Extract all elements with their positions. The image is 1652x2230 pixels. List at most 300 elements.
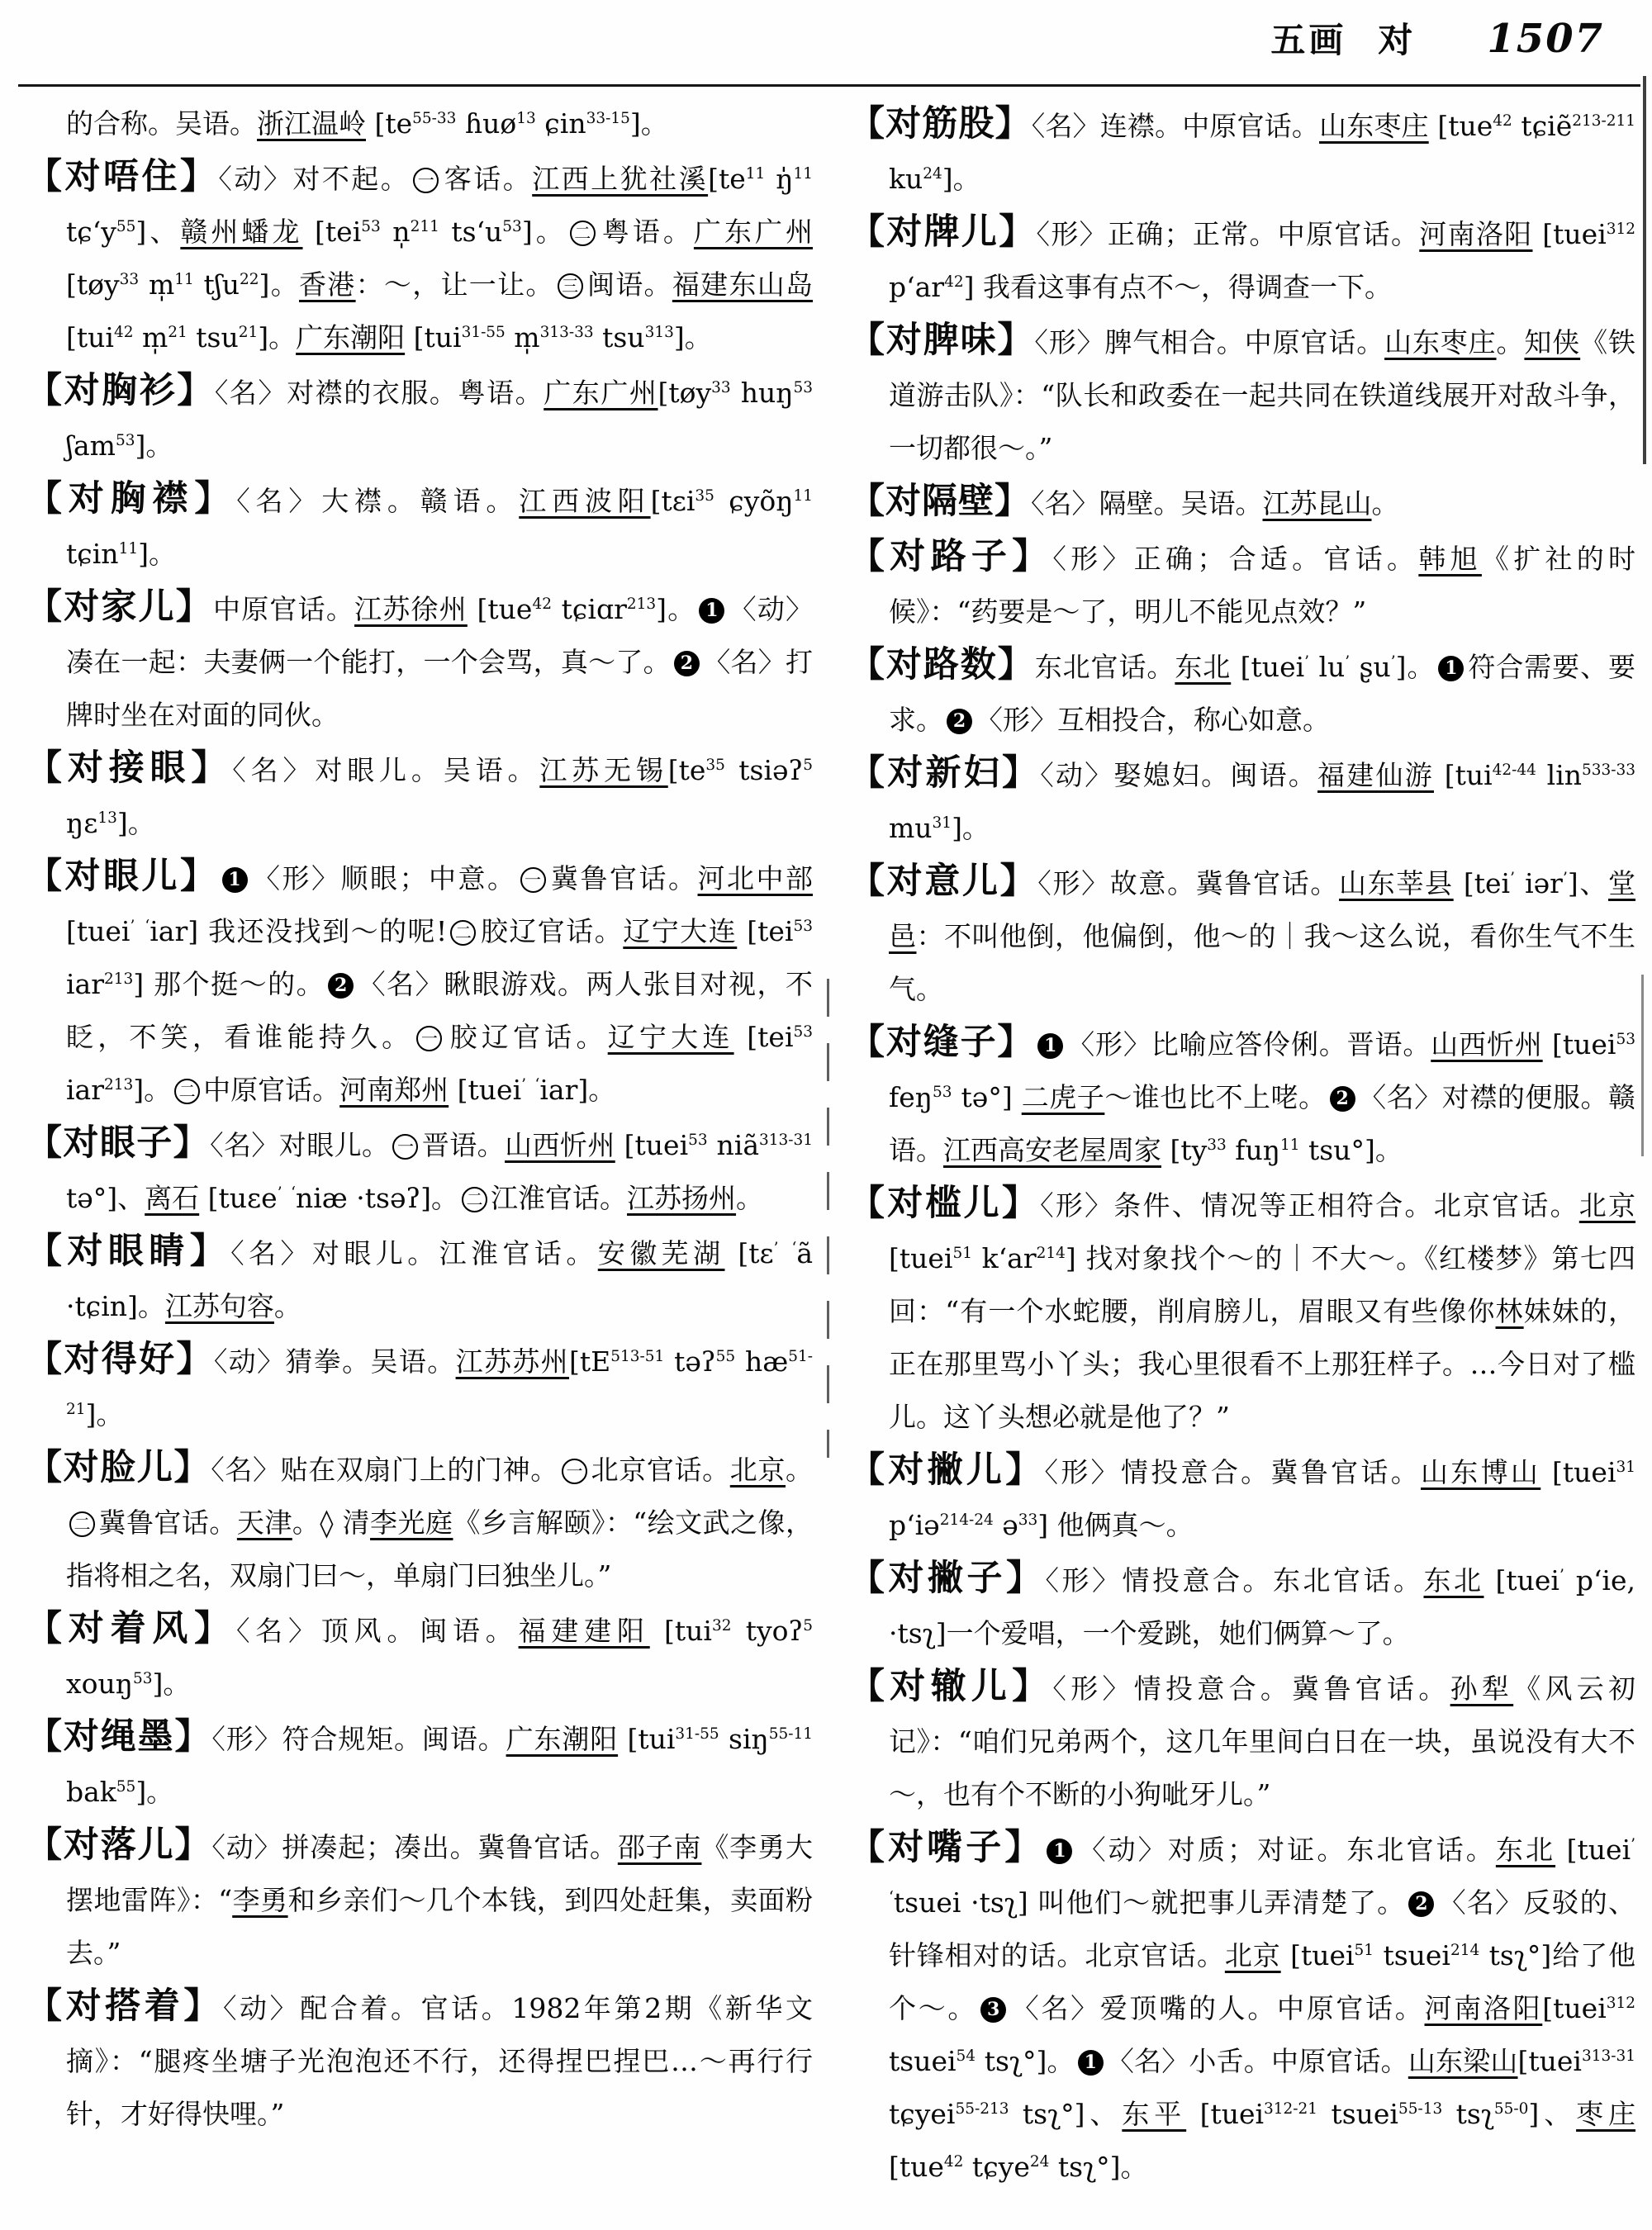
dictionary-entry [26,1225,813,1333]
text: 〈名〉顶风。闽语。 [235,1615,519,1647]
proper-noun-underlined: 离石 [145,1182,200,1214]
sense-number-circled: 2 [1408,1891,1434,1917]
proper-noun-underlined: 李光庭 [370,1506,453,1539]
text: tʃu [193,268,240,301]
proper-noun-underlined: 邵子南 [617,1831,702,1863]
text: ə [993,1509,1018,1541]
tone-superscript: ’ [1510,870,1515,887]
tone-superscript: ’ [1345,653,1351,671]
tone-superscript: 53 [115,432,135,449]
tone-superscript: 11 [793,487,814,505]
subsense-number-circled: 三 [558,273,583,299]
text: iar [66,1074,105,1106]
text: 〈动〉猜拳。吴语。 [213,1345,456,1378]
proper-noun-underlined: 广东潮阳 [506,1723,619,1755]
entry-headword: 【对着风】 [26,1608,236,1649]
tone-superscript: 211 [410,218,439,235]
subsense-number-circled: 二 [69,1511,95,1537]
text: 〈形〉情投意合。东北官话。 [1045,1564,1424,1597]
text: ] 那个挺～的。 [133,968,325,1000]
text: 〈形〉正确；合适。官话。 [1052,543,1419,575]
proper-noun-underlined: 林 [1495,1295,1524,1327]
text: tɕ‘y [66,216,116,248]
text: 《乡言解颐》：“绘文武之像，指将相之名，双扇门曰～，单扇门曰独坐儿。” [66,1506,814,1592]
tone-superscript: 5 [803,757,814,774]
text: ɕin [535,107,586,140]
text: tyoʔ [731,1615,804,1647]
entry-headword: 【对眼睛】 [26,1231,231,1272]
text: 〈名〉隔壁。吴语。 [1031,487,1263,520]
text: ts‘u [439,216,503,248]
text: 〈名〉瞅眼游戏。两人张目对视，不眨，不笑，看谁能持久。 [66,968,814,1053]
entry-headword: 【对新妇】 [849,752,1041,794]
text: 〈名〉对襟的衣服。粤语。 [214,377,544,409]
dictionary-entry [26,1333,813,1441]
text: tɕiẽ [1512,110,1573,142]
text: tə°] [952,1081,1022,1113]
proper-noun-underlined: 山东梁山 [1408,2045,1518,2077]
proper-noun-underlined: 枣庄 [1576,2098,1636,2130]
text: ]。 [152,1668,191,1700]
dictionary-entry [26,472,813,581]
text: 胶辽官话。 [479,915,624,947]
text: [tɛi [650,485,695,517]
tone-superscript: 33 [119,271,140,288]
proper-noun-underlined: 江苏句容 [164,1290,274,1322]
tone-superscript: 55 [715,1348,736,1365]
text: [tei [737,915,794,947]
proper-noun-underlined: 韩旭 [1418,543,1482,575]
proper-noun-underlined: 浙江温岭 [257,107,366,140]
text: [tuei [1186,2098,1265,2130]
proper-noun-underlined: 安徽芜湖 [597,1237,725,1269]
tone-superscript: 21 [238,324,259,341]
text: 〈形〉故意。冀鲁官话。 [1037,867,1340,899]
text: [tuei [1517,2045,1582,2077]
tone-superscript: 42 [943,2153,964,2171]
tone-superscript: 53 [361,218,381,235]
sense-number-circled: 2 [947,709,972,734]
proper-noun-underlined: 广东广州 [544,377,658,409]
tone-superscript: 5 [803,1617,814,1635]
text: ]、 [1567,867,1609,899]
text: ]。 [656,593,696,625]
entry-headword: 【对筋股】 [849,103,1032,145]
sense-number-circled: 1 [222,867,248,893]
text: 〈动〉配合着。官话。1982年第2期《新华文摘》：“腿疼坐塘子光泡泡还不行，还得捏巴捏巴…～再行行针，才好得快哩。” [66,1992,814,2130]
text: ŋɛ [66,807,98,839]
proper-noun-underlined: 福建东山岛 [672,268,814,301]
text: [tuei [1231,651,1305,683]
entry-headword: 【对落儿】 [26,1824,212,1866]
text: tsu [187,321,239,353]
entry-headword: 【对辙儿】 [849,1666,1053,1707]
sense-number-circled: 1 [699,598,724,624]
text: 。◊ 清 [292,1506,371,1539]
tone-superscript: 213 [104,1076,134,1094]
tone-superscript: 33 [1018,1511,1038,1529]
text: 〈名〉打牌时坐在对面的同伙。 [66,646,814,731]
tone-superscript: 31 [1616,1459,1636,1476]
text: p‘ar [889,271,945,303]
text: ：～，让一让。 [355,268,554,301]
text: tɕiɑr [551,593,627,625]
tone-superscript: 21 [168,324,188,341]
text: [tui [66,321,114,353]
tone-superscript: ’ [130,918,135,935]
proper-noun-underlined: 山东莘县 [1339,867,1454,899]
tone-superscript: 51 [1354,1942,1374,1959]
subsense-number-circled: 一 [413,168,439,193]
tone-superscript: 213 [626,595,657,613]
text: ]。 [521,216,567,248]
tone-superscript: 53 [793,379,814,396]
tone-superscript: 55 [116,1778,136,1796]
proper-noun-underlined: 河南洛阳 [1424,1992,1543,2024]
proper-noun-underlined: 山东博山 [1421,1456,1541,1488]
text: [tE [569,1345,611,1378]
proper-noun-underlined: 北京 [729,1454,786,1486]
text: ]。 [629,107,668,140]
tone-superscript: 31-55 [675,1725,719,1743]
tone-superscript: ’ [277,1184,282,1202]
text: 江淮官话。 [491,1182,628,1214]
text: [tuei [1280,1939,1355,1971]
text: ]。 [942,163,980,195]
proper-noun-underlined: 东北 [1423,1564,1484,1597]
text: 东北官话。 [1034,651,1175,683]
proper-noun-underlined: 广东广州 [693,216,814,248]
tone-superscript: 214-24 [939,1511,994,1529]
tone-superscript: 11 [118,540,139,558]
tone-superscript: 42 [944,273,964,291]
text: [tuei [1542,1028,1616,1060]
sense-number-circled: 2 [328,973,354,999]
text: siŋ [719,1723,769,1755]
entry-headword: 【对脸儿】 [26,1447,211,1488]
tone-superscript: 55-11 [768,1725,814,1743]
text: tsuei [889,2045,957,2077]
column-divider-line [827,979,829,1458]
dictionary-entry [26,1980,813,2141]
entry-headword: 【对意儿】 [849,861,1038,902]
right-column [849,97,1635,2194]
text: ]。 [258,321,297,353]
text: [tøy [657,377,712,409]
dictionary-entry [26,1117,813,1225]
text: [te [667,754,706,786]
header-character: 对 [1378,20,1417,60]
tone-superscript: 53 [133,1670,153,1687]
text: 〈动〉对不起。 [218,163,411,195]
text: ɦuø [456,107,517,140]
entry-headword: 【对家儿】 [26,586,214,628]
text: [te [366,107,413,140]
text: ã ·tɕin]。 [66,1237,814,1322]
text: tsʅ°]。 [1049,2151,1148,2183]
entry-headword: 【对接眼】 [26,747,233,789]
text: ]。 [138,538,176,570]
text: tsʅ [1442,2098,1494,2130]
text: [tɛ [724,1237,774,1269]
text: [tuei [1483,1564,1559,1597]
tone-superscript: 51 [952,1245,972,1262]
entry-headword: 【对隔壁】 [849,481,1031,522]
entry-headword: 【对唔住】 [26,156,219,197]
text: ʂu [1350,651,1391,683]
tone-superscript: 55-33 [412,110,457,127]
text: [tei [1453,867,1511,899]
text: [te [708,163,746,195]
dictionary-entry [849,1177,1635,1444]
tone-superscript: ’ [773,1240,779,1257]
tone-superscript: 11 [793,165,814,183]
dictionary-entry [849,638,1635,747]
tone-superscript: 24 [923,165,942,183]
proper-noun-underlined: 李勇 [232,1884,288,1916]
text: 〈形〉顺眼；中意。 [250,862,517,894]
dictionary-entry [26,150,813,364]
dictionary-entry [26,850,813,1117]
proper-noun-underlined: 辽宁大连 [607,1021,734,1053]
text: 《扩社的时候》：“药要是～了，明儿不能见点效？” [889,543,1636,628]
text: [tuei [889,1242,953,1274]
subsense-number-circled: 二 [450,920,476,946]
entry-headword: 【对搭着】 [26,1986,223,2027]
tone-superscript: 53 [793,918,814,935]
text: 〈动〉娶媳妇。闽语。 [1040,759,1318,791]
proper-noun-underlined: 江西上犹社溪 [532,163,709,195]
tone-superscript: 22 [240,271,259,288]
text: 〈名〉爱顶嘴的人。中原官话。 [1009,1992,1425,2024]
entry-headword: 【对缝子】 [849,1022,1035,1063]
text: niæ ·tsəʔ]。 [295,1182,459,1214]
text: fuŋ [1226,1134,1281,1166]
text: 。 [1371,487,1399,520]
tone-superscript: 42 [113,324,134,341]
text: tɕye [963,2151,1030,2183]
text: 符合需要、要求。 [889,651,1636,736]
subsense-number-circled: 二 [174,1079,200,1104]
text: ～谁也比不上咾。 [1104,1081,1327,1113]
tone-superscript: 35 [695,487,714,505]
entry-headword: 【对眼子】 [26,1122,211,1164]
text: ] 他俩真～。 [1037,1509,1194,1541]
tone-superscript: 33-15 [586,110,630,127]
text: tɕyei [889,2098,956,2130]
proper-noun-underlined: 山东枣庄 [1384,326,1497,358]
text: [tei [733,1021,794,1053]
sense-number-circled: 1 [1438,656,1464,681]
proper-noun-underlined: 江苏苏州 [455,1345,570,1378]
tone-superscript: 55-0 [1493,2100,1529,2118]
subsense-number-circled: 一 [416,1026,442,1051]
dictionary-entry [849,1444,1635,1552]
proper-noun-underlined: 赣州蟠龙 [180,216,303,248]
text: [tuei [1532,218,1607,250]
tone-superscript: 53 [1616,1031,1636,1048]
text: 中原官话。 [203,1074,340,1106]
text: 。 [273,1290,301,1322]
tone-superscript: 312-21 [1264,2100,1318,2118]
tone-superscript: 11 [174,271,194,288]
text: ]。 [259,268,300,301]
text [779,1237,792,1269]
tone-superscript: 55-213 [955,2100,1009,2118]
text: 〈名〉大襟。赣语。 [236,485,520,517]
entry-headword: 【对胸襟】 [26,478,237,520]
text: n̩ [380,216,411,248]
tone-superscript: 53 [502,218,522,235]
header-stroke-section: 五画 [1270,20,1347,60]
text: 〈名〉对眼儿。江淮官话。 [230,1237,598,1269]
entry-headword: 【对嘴子】 [849,1827,1044,1868]
text: ] 我看这事有点不～，得调查一下。 [963,271,1392,303]
text: ]。 [673,321,712,353]
text: 中原官话。 [213,593,355,625]
text: 粤语。 [598,216,694,248]
text: 〈形〉脾气相合。中原官话。 [1034,326,1385,358]
text: [tuei [66,915,131,947]
text: 《铁道游击队》：“队长和政委在一起共同在铁道线展开对敌斗争，一切都很～。” [889,326,1636,464]
tone-superscript: 214 [1450,1942,1480,1959]
proper-noun-underlined: 知侠 [1524,326,1581,358]
tone-superscript: 313-31 [759,1132,814,1149]
dictionary-entry [849,314,1635,475]
text: xouŋ [66,1668,133,1700]
text: [tuei [615,1129,689,1161]
proper-noun-underlined: 山东枣庄 [1319,110,1429,142]
page-number: 1507 [1487,16,1604,62]
text: ]。 [135,429,173,462]
proper-noun-underlined: 北京 [1578,1189,1636,1222]
text: ]。 [135,1776,174,1808]
tone-superscript: 213-211 [1572,112,1636,130]
text: iar]。 [539,1074,616,1106]
text: təʔ [664,1345,716,1378]
text: tsiəʔ [724,754,804,786]
text: 〈名〉对襟的便服。赣语。 [889,1081,1636,1166]
dictionary-entry [849,97,1635,206]
entry-headword: 【对路数】 [849,644,1035,686]
proper-noun-underlined: 河南郑州 [339,1074,449,1106]
subsense-number-circled: 一 [562,1459,587,1484]
entry-headword: 【对脾味】 [849,320,1035,361]
tone-superscript: 24 [1029,2153,1050,2171]
entry-headword: 【对绳墨】 [26,1716,212,1758]
text: 〈名〉连襟。中原官话。 [1031,110,1320,142]
text: tsu°]。 [1299,1134,1403,1166]
tone-superscript: 31-55 [461,324,506,341]
text: [tui [649,1615,712,1647]
tone-superscript: ‘ [534,1076,540,1094]
text: k‘ar [972,1242,1037,1274]
text: feŋ [889,1081,933,1113]
subsense-number-circled: 一 [392,1134,418,1160]
text: niã [707,1129,760,1161]
text: 闽语。 [586,268,672,301]
text: tsuei [1317,2098,1398,2130]
entry-headword: 【对撇子】 [849,1558,1046,1599]
text: 〈形〉条件、情况等正相符合。北京官话。 [1040,1189,1579,1222]
text: p‘ie, ·tsʅ]一个爱唱，一个爱跳，她们俩算～了。 [889,1564,1636,1649]
text: 晋语。 [421,1129,506,1161]
text: ku [889,163,923,195]
text: [tei [302,216,362,248]
text: [tøy [66,268,120,301]
page-edge-artifact [1643,76,1646,464]
dictionary-entry [849,475,1635,530]
text: [tui [618,1723,676,1755]
text: tsu [593,321,645,353]
dictionary-entry [26,742,813,850]
text-columns [26,97,1635,2194]
entry-headword: 【对胸衫】 [26,370,215,411]
tone-superscript: 42 [1493,112,1512,130]
text: 〈动〉凑在一起：夫妻俩一个能打，一个会骂，真～了。 [66,593,814,678]
text: ]。 [952,812,990,844]
entry-headword: 【对路子】 [849,536,1053,577]
entry-headword: 【对牌儿】 [849,211,1037,253]
dictionary-entry [26,97,813,150]
text: [tuei [1555,1834,1631,1866]
sense-number-circled: 1 [1037,1033,1063,1059]
text: huŋ [730,377,794,409]
tone-superscript: 213 [104,970,134,988]
tone-superscript: 513-51 [610,1348,665,1365]
page-header [1270,13,1604,63]
proper-noun-underlined: 香港 [299,268,356,301]
text: 〈形〉互相投合，称心如意。 [976,704,1330,736]
text: [tuei [1542,1992,1607,2024]
tone-superscript: ’ [1390,653,1396,671]
proper-noun-underlined: 广东潮阳 [296,321,406,353]
text: ]、 [1528,2098,1577,2130]
tone-superscript: 55-13 [1398,2100,1443,2118]
text: tsuei [1374,1939,1450,1971]
proper-noun-underlined: 东平 [1122,2098,1187,2130]
text: 〈名〉对眼儿。吴语。 [232,754,540,786]
tone-superscript: ’ [1562,870,1568,887]
proper-noun-underlined: 二虎子 [1021,1081,1105,1113]
dictionary-entry [849,1821,1635,2194]
tone-superscript: 313-31 [1582,2047,1635,2065]
text: m̩ [139,268,175,301]
dictionary-entry [849,1552,1635,1660]
text: iar] 我还没找到～的呢! [150,915,448,947]
tone-superscript: 54 [956,2047,976,2065]
tone-superscript: ’ [1304,653,1310,671]
proper-noun-underlined: 江苏昆山 [1262,487,1372,520]
text: ŋ̍ [765,163,794,195]
tone-superscript: 11 [745,165,766,183]
text: 〈名〉反驳的、针锋相对的话。北京官话。 [889,1886,1636,1971]
tone-superscript: ‘ [145,918,150,935]
tone-superscript: ’ [521,1076,526,1094]
text: 〈形〉正确；正常。中原官话。 [1036,218,1420,250]
text: iər [1514,867,1563,899]
text: [tue [467,593,533,625]
proper-noun-underlined: 北京 [1224,1939,1281,1971]
text: 〈名〉小舌。中原官话。 [1106,2045,1408,2077]
tone-superscript: 33 [1207,1136,1227,1154]
text: ]。 [133,1074,172,1106]
text: 胶辽官话。 [445,1021,608,1053]
entry-headword: 【对槛儿】 [849,1183,1041,1224]
proper-noun-underlined: 江苏徐州 [354,593,468,625]
text: 〈形〉情投意合。冀鲁官话。 [1044,1456,1421,1488]
text: [tui [405,321,462,353]
